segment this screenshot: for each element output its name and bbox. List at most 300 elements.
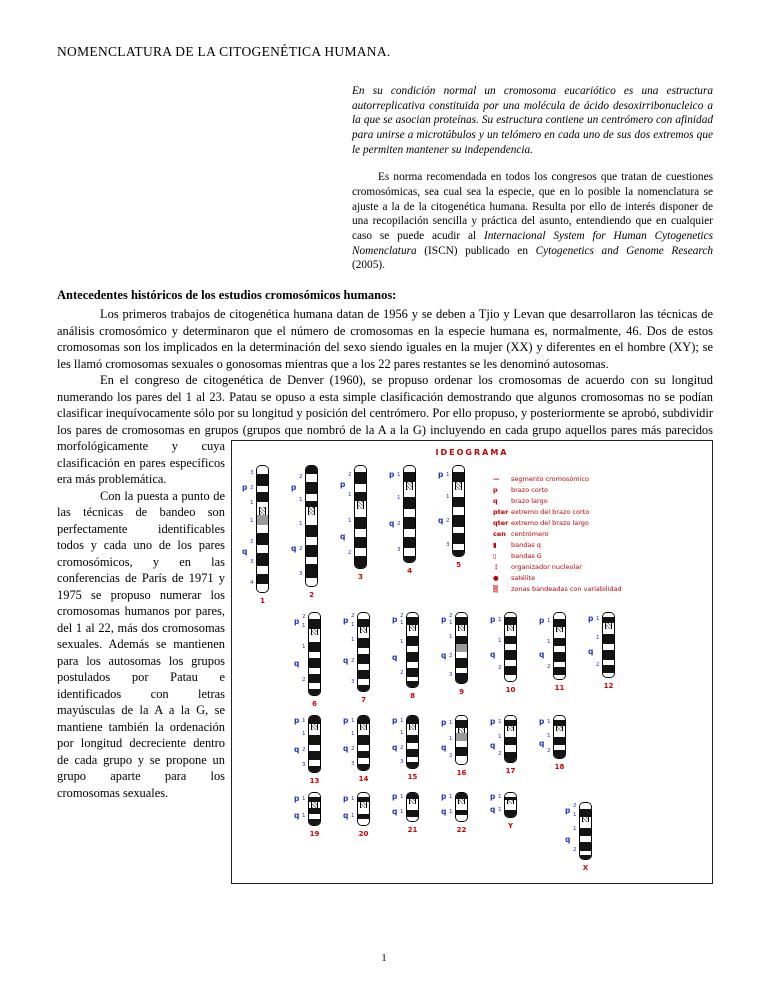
q-region-number: 2 (547, 664, 551, 671)
arm-labels (490, 792, 504, 818)
chromosome-bar (308, 792, 321, 826)
arm-labels (588, 612, 602, 678)
intro-recommendation-text-e: (2005). (352, 259, 385, 272)
band (453, 515, 464, 527)
q-region-number: 2 (351, 658, 355, 665)
band (358, 819, 369, 825)
q-arm-label: q (441, 807, 447, 817)
legend-item (493, 508, 633, 516)
q-region-number: 1 (397, 495, 401, 502)
band (603, 650, 614, 660)
arm-labels (539, 715, 553, 759)
arm-labels (441, 715, 455, 765)
chromosome-11 (539, 612, 566, 693)
band (309, 689, 320, 695)
arm-labels (343, 792, 357, 826)
chromosome-number: 15 (407, 773, 418, 782)
arm-labels (343, 612, 357, 692)
band (309, 635, 320, 643)
chromosome-3 (340, 465, 367, 582)
chromosome-12 (588, 612, 615, 691)
q-arm-label: q (490, 650, 496, 660)
q-region-number: 3 (351, 679, 355, 686)
band (456, 815, 467, 821)
arm-labels (294, 612, 308, 696)
legend-symbol: ▒ (493, 585, 498, 594)
section-heading: Antecedentes históricos de los estudios cromosómicos humanos: (57, 288, 397, 303)
band (309, 619, 320, 629)
q-region-number: 2 (449, 753, 453, 760)
band (306, 466, 317, 474)
band (355, 548, 366, 556)
p-region-number: 2 (348, 472, 352, 479)
chromosome-4 (389, 465, 416, 576)
p-region-number: 2 (449, 613, 453, 620)
q-region-number: 3 (250, 559, 254, 566)
chromosome-number: 17 (505, 767, 516, 776)
band (355, 509, 366, 517)
band (505, 810, 516, 817)
p-arm-label: p (441, 615, 447, 625)
band (407, 735, 418, 743)
legend-label: bandas G (511, 552, 542, 561)
legend-label: brazo largo (511, 497, 548, 506)
band (505, 745, 516, 753)
band (355, 472, 366, 484)
chromosome-19 (294, 792, 321, 839)
q-arm-label: q (294, 745, 300, 755)
q-region-number: 1 (351, 731, 355, 738)
q-region-number: 2 (400, 670, 404, 677)
band (257, 474, 268, 486)
p-arm-label: p (392, 792, 398, 802)
q-region-number: 1 (547, 639, 551, 646)
chromosome-bar (406, 715, 419, 769)
p-region-number: 3 (250, 470, 254, 477)
q-region-number: 4 (250, 580, 254, 587)
legend-item (493, 585, 633, 593)
document-title: NOMENCLATURA DE LA CITOGENÉTICA HUMANA. (57, 44, 391, 59)
chromosome-row (294, 792, 706, 873)
chromosome-8 (392, 612, 419, 701)
p-arm-label: p (441, 718, 447, 728)
band (306, 494, 317, 502)
chromosome-bar (452, 465, 465, 557)
centromere (259, 507, 266, 515)
chromosome-number: 13 (309, 777, 320, 786)
chromosome-bar (553, 612, 566, 680)
p-region-number: 2 (400, 613, 404, 620)
chromosome-bar (455, 715, 468, 765)
band (309, 735, 320, 745)
q-arm-label: q (343, 811, 349, 821)
p-region-number: 1 (449, 620, 453, 627)
band (257, 525, 268, 533)
legend-label: zonas bandeadas con variabilidad (511, 585, 622, 594)
p-region-number: 1 (400, 620, 404, 627)
q-region-number: 2 (573, 847, 577, 854)
legend-symbol: ● (493, 574, 499, 583)
band (355, 529, 366, 537)
q-arm-label: q (340, 532, 346, 542)
band (554, 638, 565, 646)
intro-recommendation-paragraph (352, 170, 713, 273)
chromosome-bar (357, 792, 370, 826)
band (257, 466, 268, 474)
chromosome-bar (354, 465, 367, 569)
q-region-number: 2 (498, 665, 502, 672)
band (309, 642, 320, 652)
band (456, 617, 467, 625)
p-arm-label: p (291, 483, 297, 493)
band (505, 636, 516, 644)
q-region-number: 3 (397, 547, 401, 554)
chromosome-Y (490, 792, 517, 831)
q-region-number: 3 (446, 542, 450, 549)
q-region-number: 1 (449, 736, 453, 743)
band (404, 509, 415, 517)
band (407, 716, 418, 724)
chromosome-number: 5 (456, 561, 461, 570)
p-arm-label: p (565, 806, 571, 816)
q-region-number: 1 (302, 644, 306, 651)
arm-labels (490, 715, 504, 763)
p-region-number: 1 (498, 794, 502, 801)
band (505, 650, 516, 660)
legend-symbol: cen (493, 530, 506, 539)
band (554, 619, 565, 627)
band (358, 716, 369, 724)
band (306, 545, 317, 557)
legend-symbol: pter (493, 508, 509, 517)
band (407, 749, 418, 757)
figure-title: IDEOGRAMA (435, 448, 509, 458)
chromosome-number: 18 (554, 763, 565, 772)
band (407, 617, 418, 625)
chromosome-number: X (582, 864, 589, 873)
band (407, 636, 418, 646)
band (603, 665, 614, 673)
p-arm-label: p (242, 483, 248, 493)
q-region-number: 3 (302, 762, 306, 769)
band (358, 619, 369, 627)
band (404, 490, 415, 498)
q-arm-label: q (389, 519, 395, 529)
chromosome-row (294, 612, 706, 709)
band (355, 517, 366, 529)
p-region-number: 1 (547, 719, 551, 726)
band (505, 617, 516, 625)
legend-label: centrómero (511, 530, 549, 539)
q-region-number: 3 (449, 672, 453, 679)
chromosome-number: 2 (309, 591, 314, 600)
p-region-number: 1 (302, 718, 306, 725)
arm-labels (294, 792, 308, 826)
legend-symbol: — (493, 475, 500, 484)
band (306, 564, 317, 578)
q-region-number: 2 (397, 521, 401, 528)
chromosome-number: 11 (554, 684, 565, 693)
ideogram-figure (231, 440, 713, 884)
chromosome-22 (441, 792, 468, 835)
arm-labels (539, 612, 553, 680)
chromosome-13 (294, 715, 321, 786)
q-arm-label: q (539, 739, 545, 749)
arm-labels (441, 612, 455, 684)
iscn-reference: Internacional System for Human Cytogenetics Nomenclatura (352, 230, 713, 257)
band (505, 675, 516, 681)
chromosome-bar (256, 465, 269, 593)
arm-labels (392, 792, 406, 822)
band (453, 497, 464, 507)
legend-label: bandas q (511, 541, 541, 550)
band (306, 515, 317, 525)
chromosome-X (565, 802, 592, 873)
q-region-number: 2 (351, 746, 355, 753)
q-arm-label: q (294, 811, 300, 821)
p-arm-label: p (490, 792, 496, 802)
band (407, 762, 418, 768)
chromosome-14 (343, 715, 370, 784)
q-region-number: 1 (449, 809, 453, 816)
band (306, 525, 317, 537)
q-region-number: 1 (302, 731, 306, 738)
q-arm-label: q (291, 544, 297, 554)
q-region-number: 1 (498, 734, 502, 741)
legend-item (493, 519, 633, 527)
q-region-number: 2 (299, 546, 303, 553)
chromosome-row (242, 465, 706, 606)
band (309, 819, 320, 825)
q-region-number: 1 (596, 635, 600, 642)
q-arm-label: q (588, 647, 594, 657)
band (456, 658, 467, 668)
centromere (406, 482, 413, 490)
chromosome-bar (357, 715, 370, 771)
p-region-number: 1 (250, 500, 254, 507)
q-region-number: 1 (400, 730, 404, 737)
p-arm-label: p (441, 792, 447, 802)
q-region-number: 2 (250, 539, 254, 546)
q-region-number: 2 (596, 662, 600, 669)
band (505, 666, 516, 676)
chromosome-bar (403, 465, 416, 563)
q-region-number: 1 (351, 813, 355, 820)
p-region-number: 1 (596, 616, 600, 623)
arm-labels (438, 465, 452, 557)
q-region-number: 1 (400, 809, 404, 816)
chromosome-16 (441, 715, 468, 778)
chromosome-7 (343, 612, 370, 705)
band (309, 658, 320, 668)
band (407, 810, 418, 817)
p-region-number: 1 (397, 472, 401, 479)
band (603, 634, 614, 644)
q-arm-label: q (392, 807, 398, 817)
band (453, 550, 464, 556)
arm-labels (441, 792, 455, 822)
q-region-number: 1 (449, 634, 453, 641)
journal-reference: Cytogenetics and Genome Research (535, 244, 713, 257)
band (580, 828, 591, 836)
p-region-number: 1 (498, 617, 502, 624)
q-arm-label: q (490, 741, 496, 751)
band (603, 673, 614, 677)
p-arm-label: p (539, 616, 545, 626)
chromosome-6 (294, 612, 321, 709)
p-arm-label: p (438, 470, 444, 480)
p-arm-label: p (389, 470, 395, 480)
q-region-number: 2 (400, 745, 404, 752)
band (257, 545, 268, 553)
p-region-number: 2 (573, 803, 577, 810)
band (309, 766, 320, 772)
legend-symbol: ⋮ (493, 563, 500, 572)
ideogram-rows (238, 465, 706, 873)
band (257, 584, 268, 592)
chromosome-number: 1 (260, 597, 265, 606)
band (355, 537, 366, 549)
q-arm-label: q (438, 516, 444, 526)
p-region-number: 1 (302, 623, 306, 630)
history-paragraph-2-fullwidth: En el congreso de citogenética de Denver (1960), se propuso ordenar los cromosomas de acuerdo con su longitud numerando los pares del 1 al 23. Patau se opuso a esta simple clasificación demostrando que algunos cromosomas no se podían clasificar inequívocamente sólo por su longitud y posición del centrómero. Por ello propuso, y posteriormente se aprobó, subdividir los pares de cromosomas en grupos (grupos que nombró de la A a la G) incluyendo en cada grupo aquellos pares más parecidos (57, 373, 713, 437)
chromosome-number: 21 (407, 826, 418, 835)
chromosome-10 (490, 612, 517, 695)
chromosome-number: 20 (358, 830, 369, 839)
history-paragraph-2-wrapped: morfológicamente y cuya clasificación en pares específicos era más problemática. (57, 439, 225, 487)
band (554, 675, 565, 679)
chromosome-number: 3 (358, 573, 363, 582)
centromere (308, 507, 315, 515)
chromosome-number: 14 (358, 775, 369, 784)
band (505, 752, 516, 762)
p-region-number: 2 (250, 485, 254, 492)
band (306, 578, 317, 586)
chromosome-9 (441, 612, 468, 697)
p-arm-label: p (343, 794, 349, 804)
arm-labels (340, 465, 354, 569)
legend-label: segmento cromosómico (511, 475, 589, 484)
p-region-number: 1 (547, 618, 551, 625)
p-region-number: 1 (400, 794, 404, 801)
band (257, 492, 268, 502)
q-region-number: 1 (302, 813, 306, 820)
q-region-number: 2 (498, 751, 502, 758)
chromosome-17 (490, 715, 517, 776)
p-region-number: 1 (449, 794, 453, 801)
band (404, 472, 415, 482)
document-content (57, 44, 713, 886)
band (355, 492, 366, 502)
p-arm-label: p (588, 614, 594, 624)
p-region-number: 1 (573, 812, 577, 819)
legend-item (493, 541, 633, 549)
arm-labels (294, 715, 308, 773)
band (505, 737, 516, 745)
band (309, 716, 320, 724)
band (554, 652, 565, 662)
chromosome-1 (242, 465, 269, 606)
band (306, 482, 317, 494)
p-arm-label: p (340, 480, 346, 490)
legend-label: extremo del brazo corto (511, 508, 590, 517)
band (453, 490, 464, 498)
q-region-number: 2 (302, 677, 306, 684)
chromosome-number: 7 (361, 696, 366, 705)
chromosome-2 (291, 465, 318, 600)
band (404, 529, 415, 537)
figure-legend (493, 475, 633, 596)
q-arm-label: q (343, 744, 349, 754)
band (306, 557, 317, 565)
arm-labels (392, 715, 406, 769)
chromosome-bar (305, 465, 318, 587)
p-arm-label: p (294, 617, 300, 627)
q-region-number: 1 (250, 518, 254, 525)
q-region-number: 2 (449, 653, 453, 660)
legend-item (493, 530, 633, 538)
chromosome-5 (438, 465, 465, 570)
q-arm-label: q (294, 659, 300, 669)
legend-item (493, 475, 633, 483)
p-arm-label: p (539, 717, 545, 727)
q-region-number: 1 (348, 518, 352, 525)
band (257, 574, 268, 584)
q-region-number: 1 (351, 637, 355, 644)
band (407, 652, 418, 662)
centromere (357, 501, 364, 509)
band (358, 670, 369, 680)
q-region-number: 1 (547, 733, 551, 740)
band (404, 537, 415, 549)
centromere (455, 482, 462, 490)
band (404, 517, 415, 529)
band (453, 507, 464, 515)
legend-symbol: q (493, 497, 498, 506)
chromosome-bar (455, 792, 468, 822)
p-region-number: 1 (351, 796, 355, 803)
chromosome-bar (308, 715, 321, 773)
band (407, 681, 418, 687)
band (404, 497, 415, 509)
band (257, 515, 268, 525)
band (554, 667, 565, 675)
q-region-number: 3 (351, 761, 355, 768)
chromosome-bar (553, 715, 566, 759)
page-number: 1 (381, 952, 387, 964)
q-arm-label: q (441, 743, 447, 753)
legend-item (493, 497, 633, 505)
chromosome-bar (504, 792, 517, 818)
q-region-number: 3 (400, 759, 404, 766)
band (407, 817, 418, 821)
band (358, 764, 369, 770)
band (453, 533, 464, 545)
band (456, 636, 467, 644)
p-region-number: 1 (351, 622, 355, 629)
history-flow (57, 372, 713, 873)
chromosome-15 (392, 715, 419, 782)
p-region-number: 2 (299, 474, 303, 481)
chromosome-bar (602, 612, 615, 678)
q-region-number: 2 (302, 747, 306, 754)
intro-recommendation-text-c: (ISCN) publicado en (416, 244, 536, 257)
chromosome-number: 10 (505, 686, 516, 695)
band (404, 556, 415, 562)
chromosome-row (294, 715, 706, 786)
band (453, 472, 464, 482)
band (407, 668, 418, 678)
